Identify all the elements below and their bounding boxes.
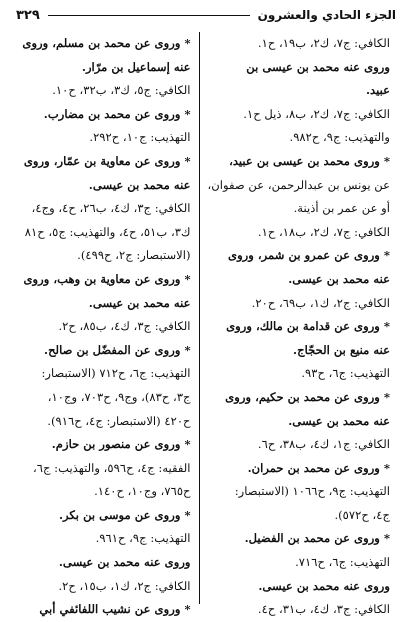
text-line: * وروى عن معاوية بن عمّار، وروى: [23, 153, 191, 168]
text-line: * وروى عن محمد بن مضارب.: [43, 106, 191, 121]
text-line: (الاستبصار: ج٢، ح٤٩٩).: [77, 248, 191, 263]
text-line: * وروى عن محمد بن حكيم، وروى: [225, 389, 390, 404]
text-line: عنه محمد بن عيسى.: [88, 177, 191, 192]
text-line: التهذيب: ج١٠، ح٢٩٢.: [89, 130, 191, 145]
text-line: ج٣، ح٨٣)، وج٩، ح٧٠٣، وج١٠،: [47, 389, 191, 404]
text-line: ج٤، ح٥٧٢).: [334, 507, 390, 522]
text-line: * وروى عن معاوية بن وهب، وروى: [23, 271, 191, 286]
text-line: التهذيب: ج٦، ح٧١٢ (الاستبصار:: [41, 366, 191, 381]
text-line: * وروى عن نشيب اللفائفي أبي: [39, 602, 191, 617]
text-line: ح٧٦٥، وج١٠، ح١٤٠.: [94, 484, 191, 499]
text-line: الكافي: ج٧، ك٢، ب٨، ذيل ح١.: [243, 106, 390, 121]
text-line: عن يونس بن عبدالرحمن، عن صفوان،: [207, 177, 390, 192]
text-line: والتهذيب: ج٩، ح٩٨٢.: [289, 130, 390, 145]
text-line: عنه إسماعيل بن مرّار.: [81, 59, 191, 74]
text-line: عنه محمد بن عيسى.: [88, 295, 191, 310]
text-line: * وروى محمد بن عيسى بن عبيد،: [229, 153, 390, 168]
text-line: الكافي: ج٥، ك٣، ب٣٢، ح١٠.: [52, 83, 191, 98]
text-line: التهذيب: ج٦، ح٧١٦.: [295, 555, 390, 570]
text-columns: [16, 32, 396, 617]
text-line: عنه محمد بن عيسى.: [288, 271, 390, 286]
text-line: * وروى عن عمرو بن شمر، وروى: [228, 248, 390, 263]
text-line: التهذيب: ج٦، ح٩٣.: [301, 366, 390, 381]
header-rule: [48, 15, 250, 16]
text-line: * وروى عن موسى بن بكر.: [58, 507, 191, 522]
text-line: وروى عنه محمد بن عيسى بن: [246, 59, 390, 74]
text-line: الكافي: ج٢، ك١، ب٦٩، ح٢٠.: [251, 295, 390, 310]
page-header: [16, 4, 396, 26]
text-line: التهذيب: ج٩، ح١٠٦٦ (الاستبصار:: [234, 484, 390, 499]
text-line: * وروى عن محمد بن حمران.: [247, 460, 390, 475]
text-line: * وروى عن محمد بن مسلم، وروى: [22, 36, 191, 50]
text-line: وروى عنه محمد بن عيسى.: [258, 578, 390, 593]
text-line: الكافي: ج٢، ك١، ب١٥، ح٢.: [58, 578, 191, 593]
text-line: الكافي: ج٧، ك٢، ب١٨، ح١.: [257, 224, 390, 239]
text-line: ك٣، ب٥١، ح٤، والتهذيب: ج٥، ح٨١: [24, 224, 191, 239]
text-line: أو عن عمر بن أذينة.: [293, 201, 390, 216]
text-line: * وروى عن محمد بن الفضيل.: [244, 531, 390, 546]
text-line: الكافي: ج٣، ك٤، ب٨٥، ح٢.: [58, 319, 191, 334]
text-line: الكافي: ج١، ك٤، ب٣٨، ح٦.: [257, 437, 390, 452]
page-number: ٣٢٩: [16, 7, 40, 23]
text-line: التهذيب: ج٩، ح٩٦١.: [95, 531, 191, 546]
text-line: عنه محمد بن عيسى.: [288, 413, 390, 428]
text-line: * وروى عن المفضّل بن صالح.: [44, 342, 191, 357]
left-column: [16, 32, 197, 617]
column-divider: [199, 32, 200, 604]
running-title: الجزء الحادي والعشرون: [257, 8, 396, 22]
text-line: وروى عنه محمد بن عيسى.: [58, 555, 191, 570]
right-column: [202, 32, 396, 617]
text-line: الفقيه: ج٤، ح٥٩٦، والتهذيب: ج٦،: [33, 460, 191, 475]
text-line: * وروى عن منصور بن حازم.: [51, 437, 191, 452]
text-line: الكافي: ج٧، ك٢، ب١٩، ح١.: [257, 36, 390, 50]
text-line: ح٤٢٠ (الاستبصار: ج٤، ح٩١٦).: [47, 413, 191, 428]
text-line: * وروى عن قدامة بن مالك، وروى: [226, 319, 390, 334]
text-line: الكافي: ج٣، ك٤، ب٢٦، ح٤، وج٤،: [31, 201, 191, 216]
text-line: عنه منيع بن الحجّاج.: [293, 342, 390, 357]
text-line: عبيد.: [365, 83, 390, 98]
text-line: الكافي: ج٣، ك٤، ب٣١، ح٤.: [257, 602, 390, 617]
